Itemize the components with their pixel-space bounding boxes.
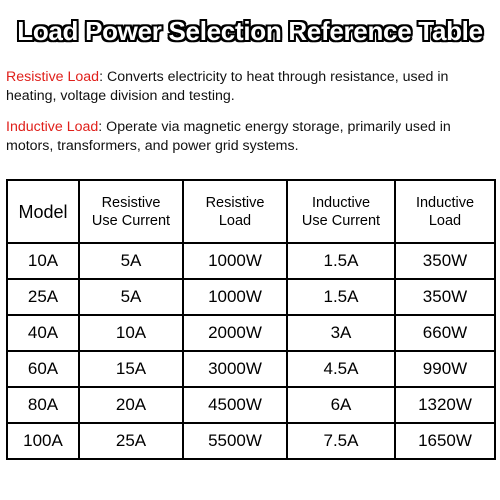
- cell-resistive-load: 4500W: [183, 387, 287, 423]
- inductive-load-term: Inductive Load: [6, 119, 99, 135]
- header-inductive-use-current: [287, 180, 395, 243]
- cell-model: 60A: [7, 351, 79, 387]
- header-line: Load: [428, 212, 462, 229]
- cell-inductive-use-current: 1.5A: [287, 243, 395, 279]
- cell-resistive-load: 3000W: [183, 351, 287, 387]
- cell-inductive-load: 1650W: [395, 423, 495, 459]
- cell-inductive-use-current: 7.5A: [287, 423, 395, 459]
- header-line: Resistive: [101, 194, 161, 211]
- header-resistive-load: [183, 180, 287, 243]
- cell-inductive-use-current: 4.5A: [287, 351, 395, 387]
- header-line: Use Current: [91, 212, 171, 229]
- cell-inductive-use-current: 1.5A: [287, 279, 395, 315]
- table-row: [7, 387, 495, 423]
- header-inductive-load: [395, 180, 495, 243]
- header-line: Load: [218, 212, 252, 229]
- table-row: [7, 243, 495, 279]
- inductive-load-text: : Operate via magnetic energy storage, primarily used in motors, transformers, and power grid systems.: [6, 119, 451, 154]
- cell-resistive-use-current: 25A: [79, 423, 183, 459]
- table-header-row: [7, 180, 495, 243]
- table-row: [7, 423, 495, 459]
- cell-resistive-use-current: 5A: [79, 243, 183, 279]
- cell-model: 100A: [7, 423, 79, 459]
- cell-resistive-use-current: 5A: [79, 279, 183, 315]
- cell-inductive-load: 990W: [395, 351, 495, 387]
- resistive-load-text: : Converts electricity to heat through resistance, used in heating, voltage division and testing.: [6, 69, 449, 104]
- header-line: Inductive: [311, 194, 371, 211]
- cell-resistive-load: 1000W: [183, 243, 287, 279]
- resistive-load-description: [6, 68, 494, 106]
- table-row: [7, 279, 495, 315]
- cell-model: 80A: [7, 387, 79, 423]
- cell-resistive-load: 2000W: [183, 315, 287, 351]
- header-model: [7, 180, 79, 243]
- cell-model: 10A: [7, 243, 79, 279]
- cell-inductive-load: 1320W: [395, 387, 495, 423]
- reference-table: [6, 179, 496, 460]
- cell-resistive-use-current: 20A: [79, 387, 183, 423]
- table-row: [7, 315, 495, 351]
- cell-inductive-use-current: 3A: [287, 315, 395, 351]
- cell-resistive-use-current: 15A: [79, 351, 183, 387]
- header-line: Use Current: [301, 212, 381, 229]
- cell-model: 40A: [7, 315, 79, 351]
- cell-resistive-load: 5500W: [183, 423, 287, 459]
- resistive-load-term: Resistive Load: [6, 69, 100, 85]
- header-line: Inductive: [415, 194, 475, 211]
- cell-inductive-use-current: 6A: [287, 387, 395, 423]
- inductive-load-description: [6, 118, 494, 156]
- cell-inductive-load: 660W: [395, 315, 495, 351]
- cell-inductive-load: 350W: [395, 243, 495, 279]
- page-title: Load Power Selection Reference Table: [17, 16, 483, 46]
- cell-model: 25A: [7, 279, 79, 315]
- header-line: Resistive: [205, 194, 265, 211]
- cell-resistive-load: 1000W: [183, 279, 287, 315]
- header-model-label: Model: [18, 201, 68, 222]
- cell-inductive-load: 350W: [395, 279, 495, 315]
- table-row: [7, 351, 495, 387]
- header-resistive-use-current: [79, 180, 183, 243]
- cell-resistive-use-current: 10A: [79, 315, 183, 351]
